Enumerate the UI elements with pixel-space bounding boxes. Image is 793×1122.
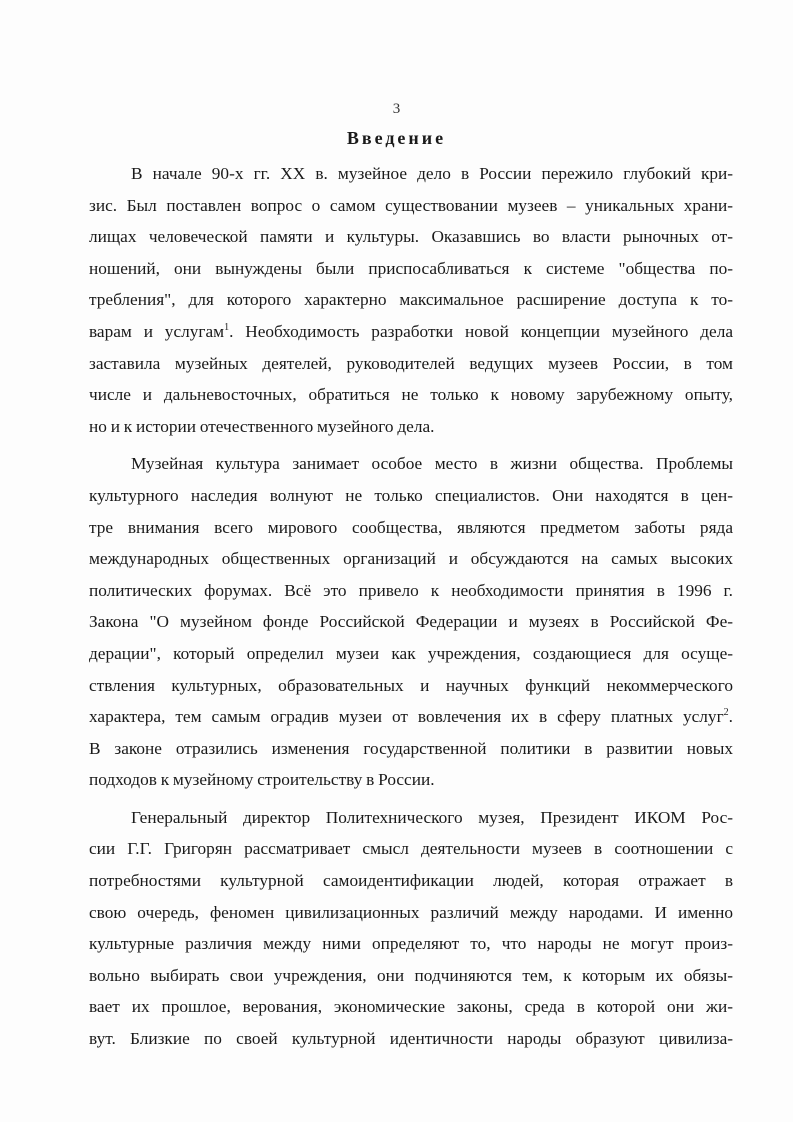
text-line: ношений, они вынуждены были приспосабливаться к системе "общества по- [89, 258, 733, 278]
text-line: дерации", который определил музеи как учреждения, создающиеся для осуще- [89, 643, 733, 663]
text-line: Генеральный директор Политехнического музея, Президент ИКОМ Рос- [131, 807, 733, 827]
paragraph-3 [89, 802, 733, 1055]
text-line: международных общественных организаций и обсуждаются на самых высоких [89, 549, 733, 569]
text-line [89, 701, 733, 733]
text-line: требления", для которого характерно максимальное расширение доступа к то- [89, 290, 733, 310]
footnote-marker: 2 [723, 707, 729, 719]
text-line [89, 316, 733, 348]
paragraph-1 [89, 158, 733, 442]
body-text [89, 158, 733, 1055]
text-line: подходов к музейному строительству в России. [89, 770, 435, 790]
section-heading: Введение [346, 128, 447, 148]
text-line: Закона "О музейном фонде Российской Федерации и музеях в Российской Фе- [89, 612, 733, 632]
text-fragment: варам и услугам [89, 321, 225, 341]
text-line: зис. Был поставлен вопрос о самом существовании музеев – уникальных храни- [89, 195, 733, 215]
paragraph-2 [89, 448, 733, 796]
text-line: потребностями культурной самоидентификации людей, которая отражает в [89, 871, 733, 891]
text-line: но и к истории отечественного музейного дела. [89, 416, 435, 436]
text-line: сии Г.Г. Григорян рассматривает смысл деятельности музеев в соотношении с [89, 839, 733, 859]
text-line: Музейная культура занимает особое место в жизни общества. Проблемы [131, 454, 733, 474]
text-fragment: характера, тем самым оградив музеи от вовлечения их в сферу платных услуг [89, 707, 724, 727]
text-line: лищах человеческой памяти и культуры. Оказавшись во власти рыночных от- [89, 227, 733, 247]
text-line: тре внимания всего мирового сообщества, являются предметом заботы ряда [89, 517, 733, 537]
text-line: В законе отразились изменения государственной политики в развитии новых [89, 738, 733, 758]
text-line: вает их прошлое, верования, экономические законы, среда в которой они жи- [89, 997, 733, 1017]
text-line: политических форумах. Всё это привело к необходимости принятия в 1996 г. [89, 580, 733, 600]
text-line: вольно выбирать свои учреждения, они подчиняются тем, к которым их обязы- [89, 965, 733, 985]
text-line: числе и дальневосточных, обратиться не только к новому зарубежному опыту, [89, 385, 733, 405]
page-number: 3 [392, 101, 401, 117]
text-line: культурные различия между ними определяют то, что народы не могут произ- [89, 934, 733, 954]
text-line: заставила музейных деятелей, руководителей ведущих музеев России, в том [89, 353, 733, 373]
text-fragment: . Необходимость разработки новой концепции музейного дела [229, 321, 733, 341]
footnote-marker: 1 [224, 322, 230, 334]
text-line: ствления культурных, образовательных и научных функций некоммерческого [89, 675, 733, 695]
text-line: вут. Близкие по своей культурной идентичности народы образуют цивилиза- [89, 1029, 733, 1049]
text-line: свою очередь, феномен цивилизационных различий между народами. И именно [89, 902, 733, 922]
text-line: В начале 90-х гг. XX в. музейное дело в России пережило глубокий кри- [131, 164, 733, 183]
text-line: культурного наследия волнуют не только специалистов. Они находятся в цен- [89, 485, 733, 505]
text-fragment: . [728, 707, 733, 727]
